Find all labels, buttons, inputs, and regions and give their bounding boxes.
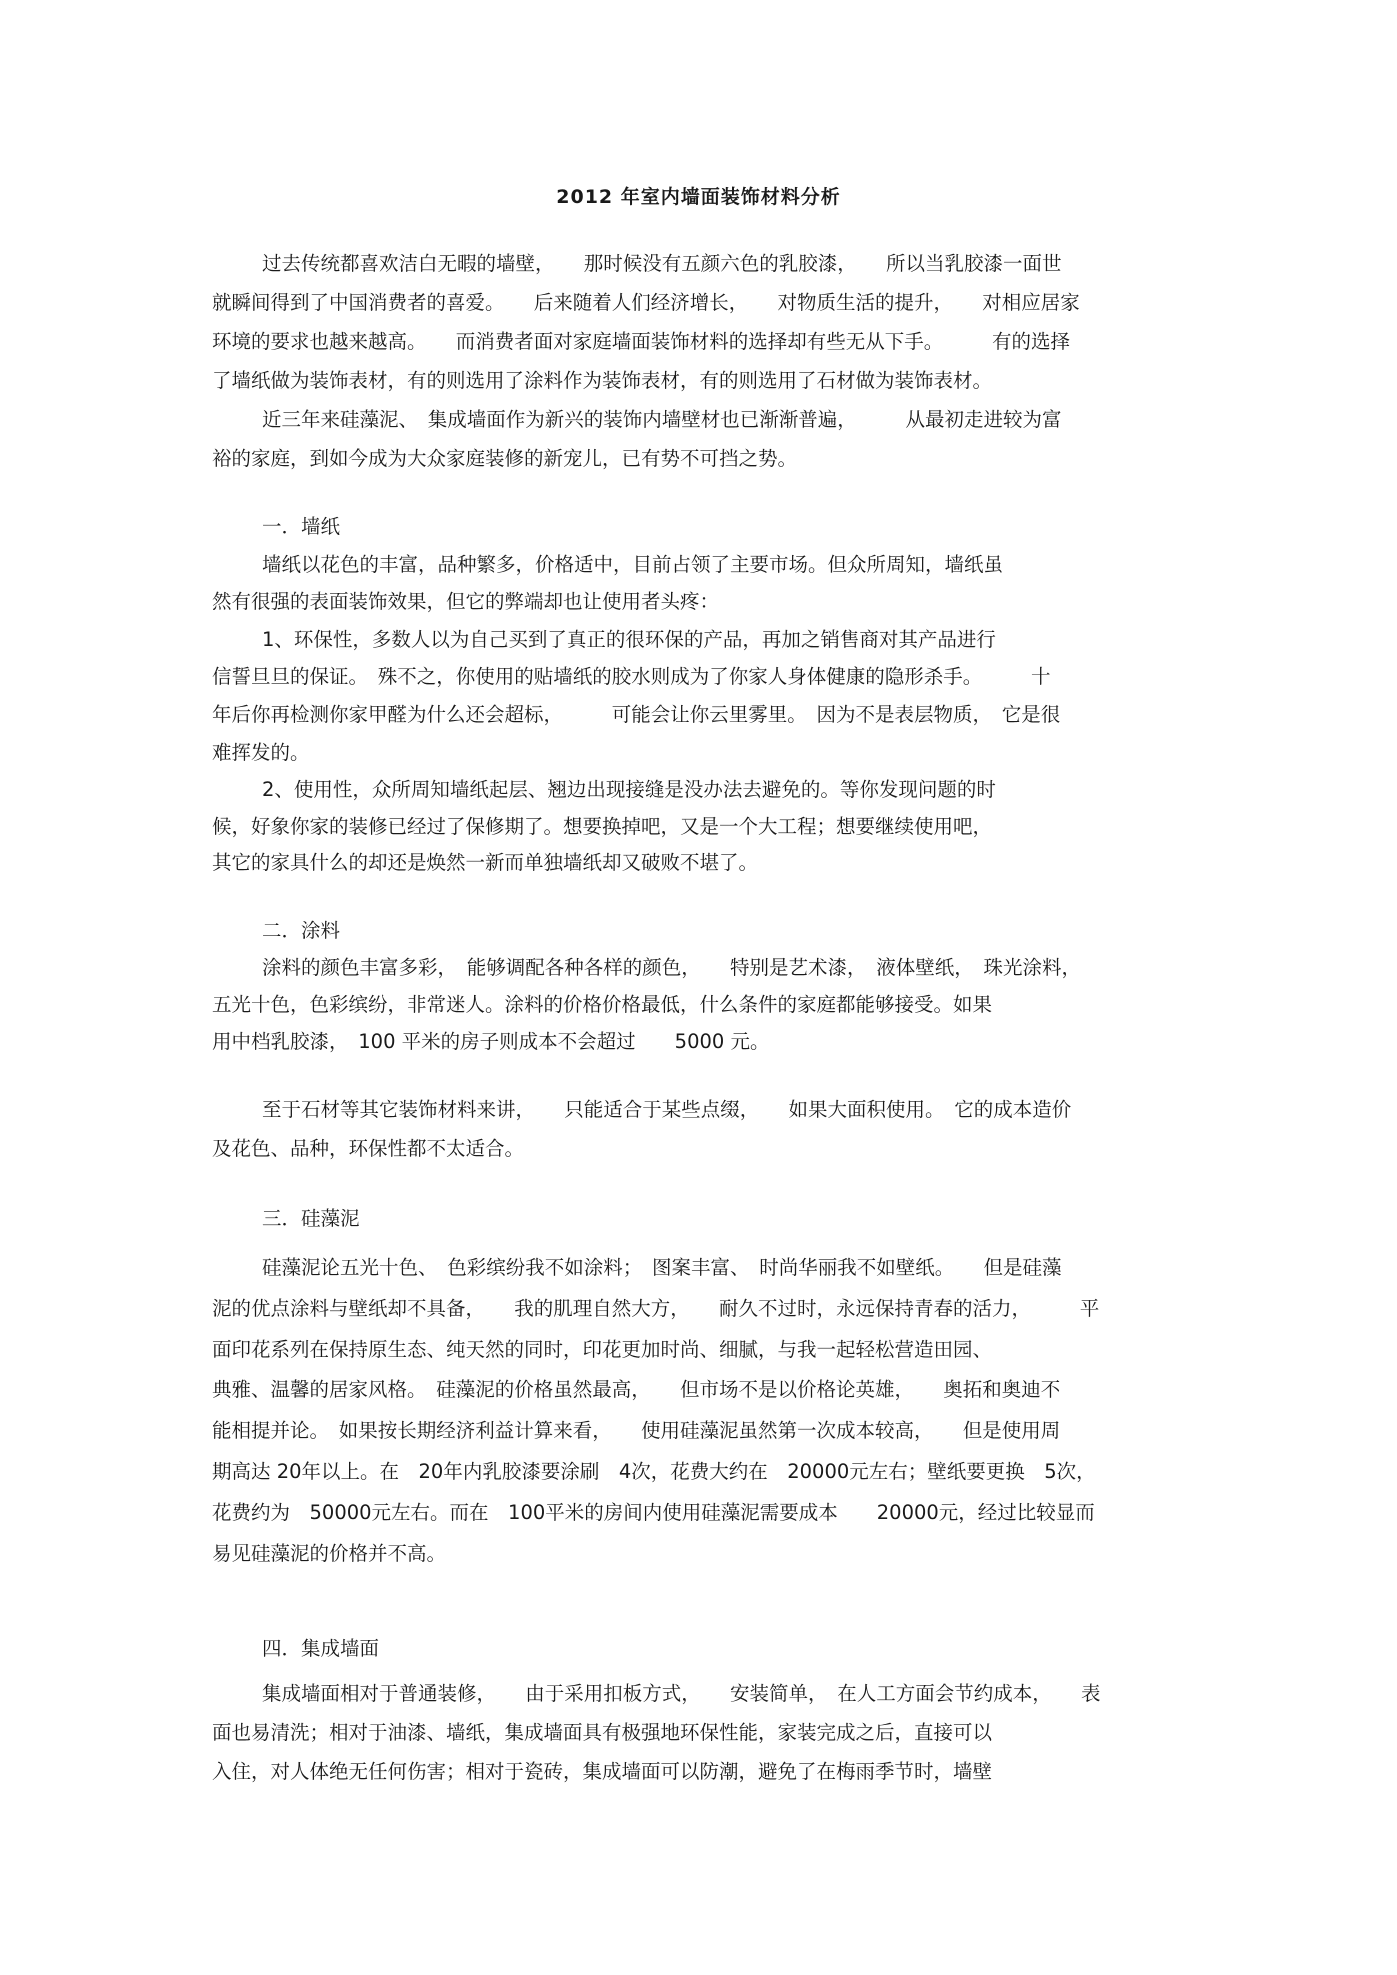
paragraph-line: 用中档乳胶漆， 100 平米的房子则成本不会超过 5000 元。 [212,1030,770,1053]
paragraph-line: 集成墙面相对于普通装修， 由于采用扣板方式， 安装简单， 在人工方面会节约成本， 表 [262,1682,1101,1705]
paragraph-line: 难挥发的。 [212,741,310,764]
paragraph-line: 入住，对人体绝无任何伤害；相对于瓷砖，集成墙面可以防潮，避免了在梅雨季节时，墙壁 [212,1760,993,1783]
paragraph-line: 信誓旦旦的保证。 殊不之，你使用的贴墙纸的胶水则成为了你家人身体健康的隐形杀手。 十 [212,665,1051,688]
paragraph-line: 1、环保性，多数人以为自己买到了真正的很环保的产品，再加之销售商对其产品进行 [262,628,996,651]
section-heading-diatom-mud: 三．硅藻泥 [262,1207,360,1230]
paragraph-line: 易见硅藻泥的价格并不高。 [212,1542,447,1565]
paragraph-line: 面也易清洗；相对于油漆、墙纸，集成墙面具有极强地环保性能，家装完成之后，直接可以 [212,1721,993,1744]
paragraph-line: 2、使用性，众所周知墙纸起层、翘边出现接缝是没办法去避免的。等你发现问题的时 [262,778,996,801]
paragraph-line: 然有很强的表面装饰效果，但它的弊端却也让使用者头疼： [212,590,720,613]
paragraph-line: 就瞬间得到了中国消费者的喜爱。 后来随着人们经济增长， 对物质生活的提升， 对相应居家 [212,291,1080,314]
paragraph-line: 期高达 20年以上。在 20年内乳胶漆要涂刷 4次，花费大约在 20000元左右；壁纸要更换 5次， [212,1460,1096,1483]
section-heading-integrated-wall: 四．集成墙面 [262,1637,380,1660]
paragraph-line: 花费约为 50000元左右。而在 100平米的房间内使用硅藻泥需要成本 20000元，经过比较显而 [212,1501,1095,1524]
paragraph-line: 过去传统都喜欢洁白无暇的墙壁， 那时候没有五颜六色的乳胶漆， 所以当乳胶漆一面世 [262,252,1062,275]
paragraph-line: 了墙纸做为装饰表材，有的则选用了涂料作为装饰表材，有的则选用了石材做为装饰表材。 [212,369,993,392]
paragraph-line: 能相提并论。 如果按长期经济利益计算来看， 使用硅藻泥虽然第一次成本较高， 但是使用周 [212,1419,1061,1442]
section-heading-paint: 二．涂料 [262,919,341,942]
paragraph-line: 墙纸以花色的丰富，品种繁多，价格适中，目前占领了主要市场。但众所周知，墙纸虽 [262,553,1004,576]
paragraph-line: 五光十色，色彩缤纷，非常迷人。涂料的价格价格最低，什么条件的家庭都能够接受。如果 [212,993,993,1016]
paragraph-line: 至于石材等其它装饰材料来讲， 只能适合于某些点缀， 如果大面积使用。 它的成本造价 [262,1098,1072,1121]
document-title: 2012 年室内墙面装饰材料分析 [556,186,841,208]
paragraph-line: 环境的要求也越来越高。 而消费者面对家庭墙面装饰材料的选择却有些无从下手。 有的选择 [212,330,1071,353]
paragraph-line: 及花色、品种，环保性都不太适合。 [212,1137,525,1160]
paragraph-line: 硅藻泥论五光十色、 色彩缤纷我不如涂料； 图案丰富、 时尚华丽我不如壁纸。 但是硅藻 [262,1256,1062,1279]
paragraph-line: 候，好象你家的装修已经过了保修期了。想要换掉吧，又是一个大工程；想要继续使用吧， [212,815,993,838]
section-heading-wallpaper: 一．墙纸 [262,515,341,538]
paragraph-line: 泥的优点涂料与壁纸却不具备， 我的肌理自然大方， 耐久不过时，永远保持青春的活力， 平 [212,1297,1100,1320]
paragraph-line: 面印花系列在保持原生态、纯天然的同时，印花更加时尚、细腻，与我一起轻松营造田园、 [212,1338,993,1361]
paragraph-line: 其它的家具什么的却还是焕然一新而单独墙纸却又破败不堪了。 [212,851,759,874]
paragraph-line: 近三年来硅藻泥、 集成墙面作为新兴的装饰内墙壁材也已渐渐普遍， 从最初走进较为富 [262,408,1062,431]
paragraph-line: 裕的家庭，到如今成为大众家庭装修的新宠儿，已有势不可挡之势。 [212,447,798,470]
paragraph-line: 年后你再检测你家甲醛为什么还会超标， 可能会让你云里雾里。 因为不是表层物质， 它是很 [212,703,1061,726]
paragraph-line: 典雅、温馨的居家风格。 硅藻泥的价格虽然最高， 但市场不是以价格论英雄， 奥拓和奥迪不 [212,1378,1061,1401]
paragraph-line: 涂料的颜色丰富多彩， 能够调配各种各样的颜色， 特别是艺术漆， 液体壁纸， 珠光涂料， [262,956,1082,979]
